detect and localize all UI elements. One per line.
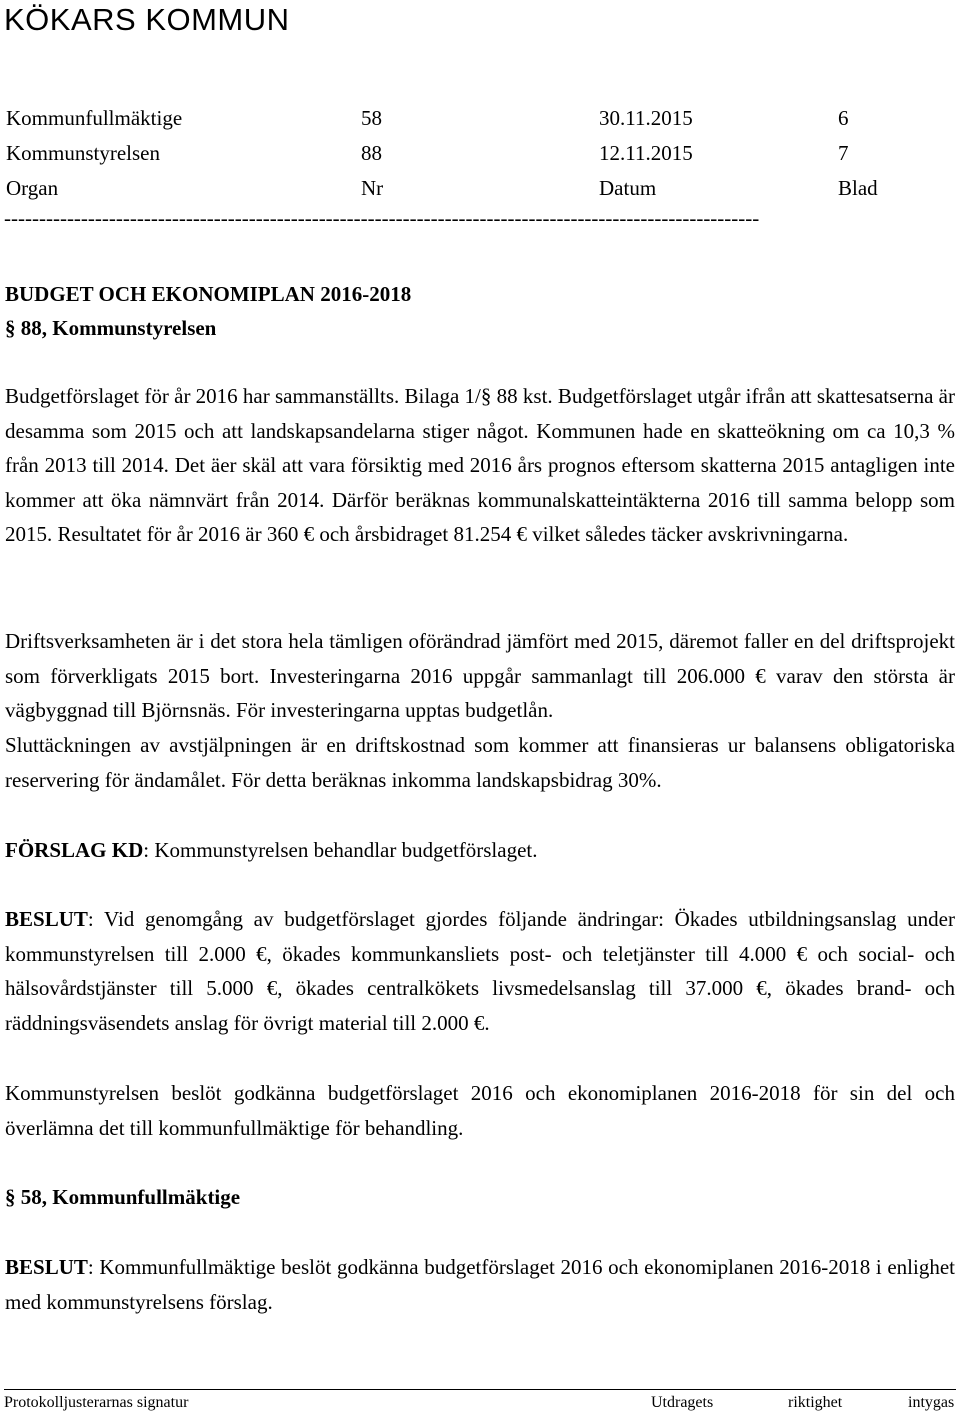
meta-blad: 6 bbox=[838, 106, 849, 130]
meta-organ: Kommunfullmäktige bbox=[6, 106, 183, 130]
paragraph-landfill: Sluttäckningen av avstjälpningen är en driftskostnad som kommer att finansieras ur balansens obligatoriska reservering för ändamålet. För detta beräknas inkomma landskapsbidrag 30%. bbox=[5, 733, 955, 792]
council-decision-text: : Kommunfullmäktige beslöt godkänna budgetförslaget 2016 och ekonomiplanen 2016-2018 i enlighet med kommunstyrelsens förslag. bbox=[5, 1255, 955, 1314]
meta-datum: 12.11.2015 bbox=[599, 141, 693, 165]
column-label-organ: Organ bbox=[6, 176, 59, 200]
column-label-blad: Blad bbox=[838, 176, 878, 200]
section-title: BUDGET OCH EKONOMIPLAN 2016-2018 bbox=[5, 282, 412, 306]
meta-nr: 58 bbox=[361, 106, 382, 130]
footer-signature-label: Protokolljusterarnas signatur bbox=[4, 1394, 189, 1411]
separator-line: ------------------------------------------------------------------------------------------------------------ bbox=[4, 206, 760, 230]
decision-paragraph bbox=[5, 902, 955, 1040]
meta-nr: 88 bbox=[361, 141, 382, 165]
column-label-datum: Datum bbox=[599, 176, 657, 200]
meta-blad: 7 bbox=[838, 141, 849, 165]
footer-extract-word-3: intygas bbox=[908, 1394, 955, 1411]
column-label-nr: Nr bbox=[361, 176, 384, 200]
proposal-label: FÖRSLAG KD bbox=[5, 838, 144, 862]
council-decision-paragraph bbox=[5, 1250, 955, 1319]
decision-paragraph-2: Kommunstyrelsen beslöt godkänna budgetförslaget 2016 och ekonomiplanen 2016-2018 för sin del och överlämna det till kommunfullmäktige för behandling. bbox=[5, 1081, 955, 1140]
meta-organ: Kommunstyrelsen bbox=[6, 141, 160, 165]
meta-column-labels bbox=[4, 173, 956, 203]
decision-label: BESLUT bbox=[5, 907, 88, 931]
decision-text: : Vid genomgång av budgetförslaget gjordes följande ändringar: Ökades utbildningsanslag under kommunstyrelsen till 2.000 €, ökades kommunkansliets post- och teletjänster till 4.000 € och social- och hälsovårdstjänster till 5.000 €, ökades centralkökets livsmedelsanslag till 37.000 €, ökades brand- och räddningsväsendets anslag för övrigt material till 2.000 €. bbox=[5, 907, 955, 1035]
paragraph-operations: Driftsverksamheten är i det stora hela tämligen oförändrad jämfört med 2015, däremot faller en del driftsprojekt som förverkligats 2015 bort. Investeringarna 2016 uppgår sammanlagt till 206.000 € varav den största är vägbyggnad till Björnsnäs. För investeringarna upptas budgetlån. bbox=[5, 629, 955, 723]
footer-extract-word-2: riktighet bbox=[788, 1394, 843, 1411]
municipality-name: KÖKARS KOMMUN bbox=[4, 2, 290, 37]
proposal-text: : Kommunstyrelsen behandlar budgetförslaget. bbox=[143, 838, 538, 862]
footer-extract-word-1: Utdragets bbox=[651, 1394, 714, 1411]
meta-row bbox=[4, 103, 956, 133]
proposal-paragraph bbox=[5, 833, 955, 868]
footer-divider bbox=[4, 1389, 956, 1390]
meta-datum: 30.11.2015 bbox=[599, 106, 693, 130]
section-subtitle: § 88, Kommunstyrelsen bbox=[5, 316, 217, 340]
paragraph-budget-intro: Budgetförslaget för år 2016 har sammanställts. Bilaga 1/§ 88 kst. Budgetförslaget utgår ifrån att skattesatserna är desamma som 2015 och att landskapsandelarna stiger något. Kommunen hade en skatteökning om ca 10,3 % från 2013 till 2014. Det äer skäl att vara försiktig med 2016 års prognos eftersom skatterna 2015 antagligen inte kommer att öka nämnvärt från 2014. Därför beräknas kommunalskatteintäkterna 2016 till samma belopp som 2015. Resultatet för år 2016 är 360 € och årsbidraget 81.254 € vilket således täcker avskrivningarna. bbox=[5, 384, 955, 547]
section-subtitle-2: § 58, Kommunfullmäktige bbox=[5, 1185, 241, 1209]
meta-row bbox=[4, 138, 956, 168]
council-decision-label: BESLUT bbox=[5, 1255, 88, 1279]
